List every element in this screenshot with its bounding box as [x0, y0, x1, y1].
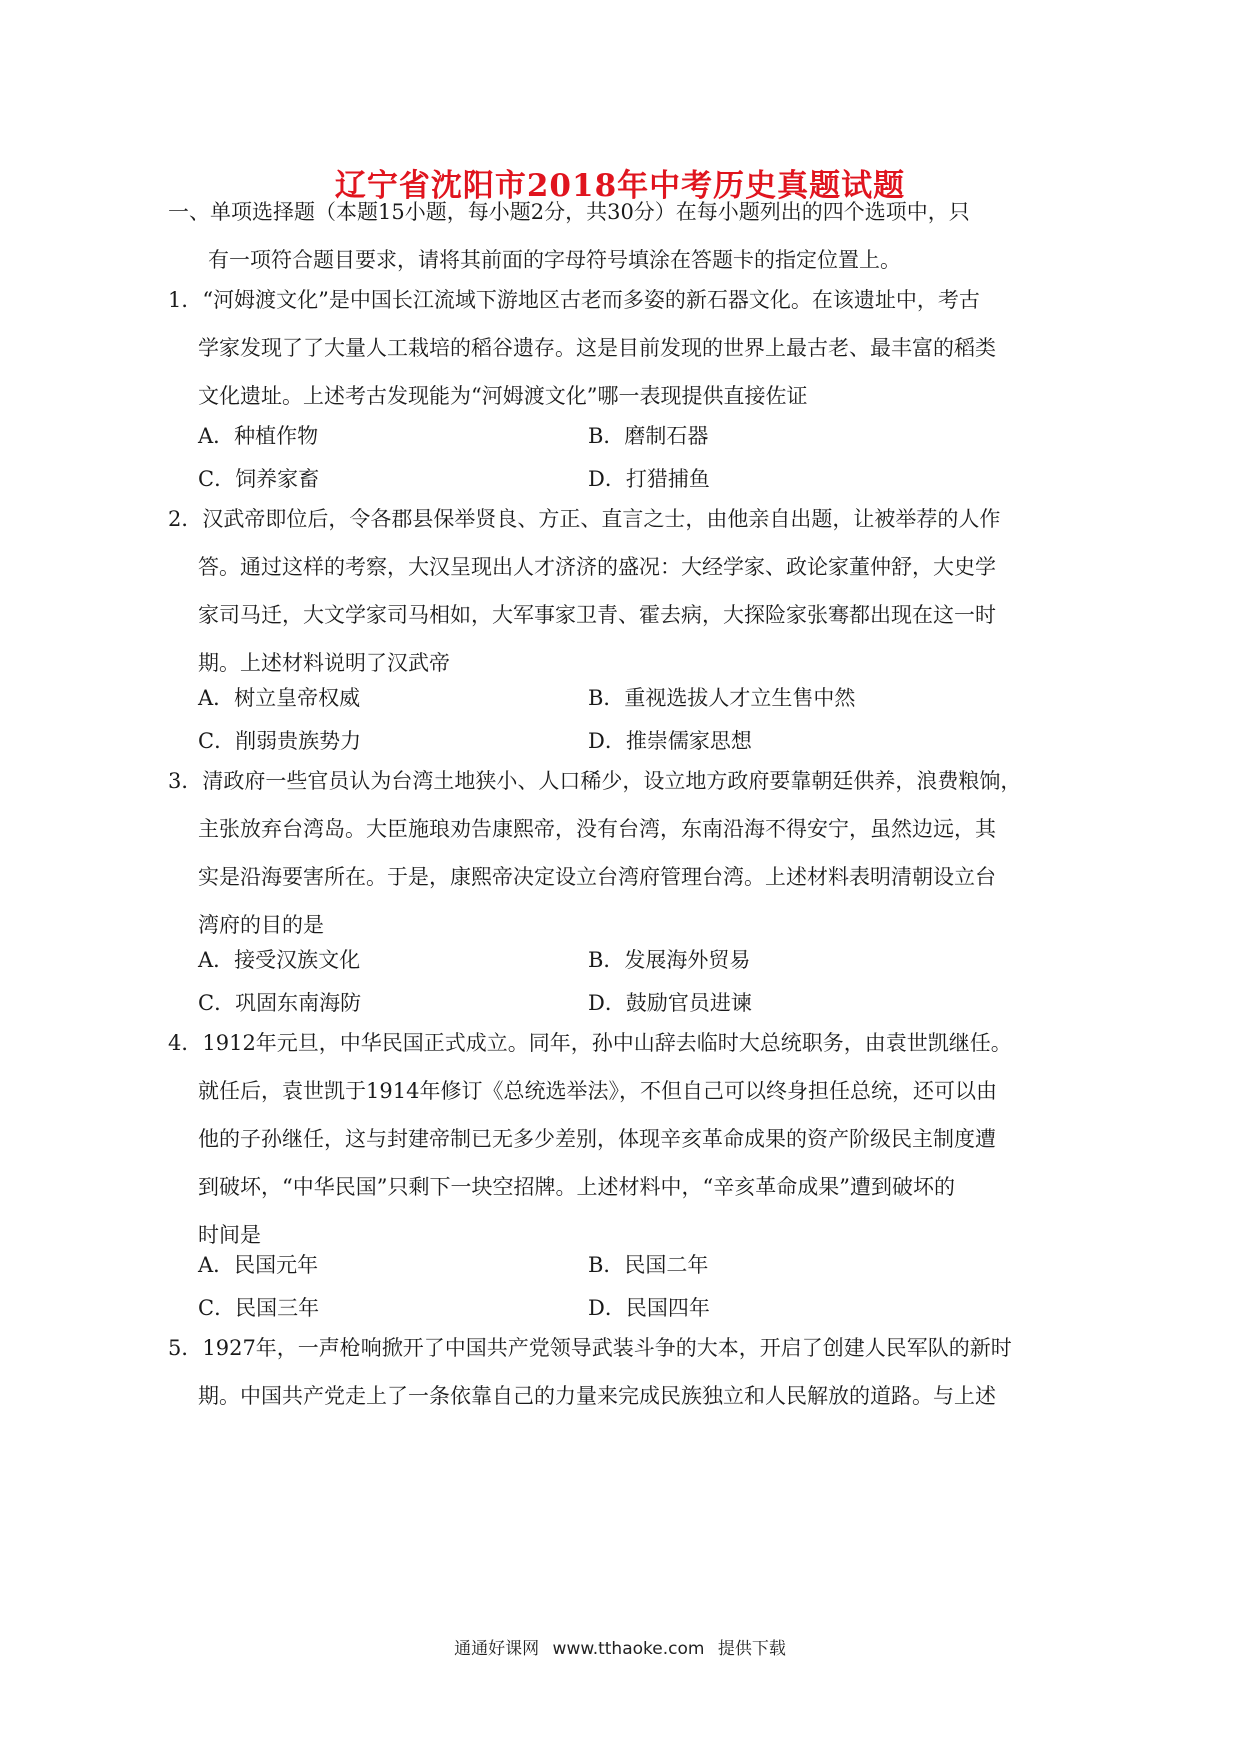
- question-line: 家司马迁，大文学家司马相如，大军事家卫青、霍去病，大探险家张骞都出现在这一时: [198, 603, 996, 627]
- page-footer: [0, 1634, 1240, 1659]
- question-2-stem: [168, 495, 1000, 687]
- footer-site-name: 通通好课网: [454, 1639, 540, 1659]
- question-1-option-a: A．种植作物: [198, 424, 319, 448]
- question-line: 到破坏，“中华民国”只剩下一块空招牌。上述材料中，“辛亥革命成果”遭到破坏的: [198, 1175, 955, 1199]
- footer-url[interactable]: www.tthaoke.com: [552, 1639, 705, 1659]
- question-5-stem: [168, 1324, 1012, 1420]
- question-3-option-a: A．接受汉族文化: [198, 948, 361, 972]
- question-line: 期。上述材料说明了汉武帝: [198, 651, 450, 675]
- question-3-stem: [168, 757, 1021, 949]
- question-4-option-d: D．民国四年: [588, 1296, 710, 1320]
- question-line: 就任后，袁世凯于1914年修订《总统选举法》，不但自己可以终身担任总统，还可以由: [198, 1079, 997, 1103]
- question-line: 2．汉武帝即位后，令各郡县保举贤良、方正、直言之士，由他亲自出题，让被举荐的人作: [168, 507, 1001, 531]
- question-2-option-a: A．树立皇帝权威: [198, 686, 361, 710]
- page-title: 辽宁省沈阳市2018年中考历史真题试题: [334, 168, 906, 204]
- question-4-option-c: C．民国三年: [198, 1296, 320, 1320]
- question-4-stem: [168, 1019, 1012, 1259]
- question-line: 4．1912年元旦，中华民国正式成立。同年，孙中山辞去临时大总统职务，由袁世凯继任。: [168, 1031, 1012, 1055]
- question-1-stem: [168, 276, 996, 420]
- question-3-option-b: B．发展海外贸易: [588, 948, 751, 972]
- question-2-option-b: B．重视选拔人才立生售中然: [588, 686, 856, 710]
- section-line: 有一项符合题目要求，请将其前面的字母符号填涂在答题卡的指定位置上。: [208, 248, 901, 272]
- question-3-option-c: C．巩固东南海防: [198, 991, 362, 1015]
- question-line: 文化遗址。上述考古发现能为“河姆渡文化”哪一表现提供直接佐证: [198, 384, 808, 408]
- question-1-option-b: B．磨制石器: [588, 424, 709, 448]
- section-line: 一、单项选择题（本题15小题，每小题2分，共30分）在每小题列出的四个选项中，只: [168, 200, 970, 224]
- question-4-option-b: B．民国二年: [588, 1253, 709, 1277]
- question-line: 学家发现了了大量人工栽培的稻谷遗存。这是目前发现的世界上最古老、最丰富的稻类: [198, 336, 996, 360]
- question-line: 湾府的目的是: [198, 913, 324, 937]
- question-3-option-d: D．鼓励官员进谏: [588, 991, 752, 1015]
- footer-suffix: 提供下载: [717, 1639, 786, 1659]
- section-instruction: [168, 188, 970, 284]
- question-2-option-c: C．削弱贵族势力: [198, 729, 362, 753]
- question-line: 答。通过这样的考察，大汉呈现出人才济济的盛况：大经学家、政论家董仲舒，大史学: [198, 555, 996, 579]
- question-line: 期。中国共产党走上了一条依靠自己的力量来完成民族独立和人民解放的道路。与上述: [198, 1384, 996, 1408]
- question-line: 时间是: [198, 1223, 261, 1247]
- question-line: 主张放弃台湾岛。大臣施琅劝告康熙帝，没有台湾，东南沿海不得安宁，虽然边远，其: [198, 817, 996, 841]
- question-line: 他的子孙继任，这与封建帝制已无多少差别，体现辛亥革命成果的资产阶级民主制度遭: [198, 1127, 996, 1151]
- question-line: 5．1927年，一声枪响掀开了中国共产党领导武装斗争的大本，开启了创建人民军队的新时: [168, 1336, 1012, 1360]
- question-1-option-d: D．打猎捕鱼: [588, 467, 710, 491]
- question-line: 1．“河姆渡文化”是中国长江流域下游地区古老而多姿的新石器文化。在该遗址中，考古: [168, 288, 980, 312]
- question-4-option-a: A．民国元年: [198, 1253, 319, 1277]
- question-2-option-d: D．推崇儒家思想: [588, 729, 752, 753]
- question-line: 实是沿海要害所在。于是，康熙帝决定设立台湾府管理台湾。上述材料表明清朝设立台: [198, 865, 996, 889]
- question-line: 3．清政府一些官员认为台湾土地狭小、人口稀少，设立地方政府要靠朝廷供养，浪费粮饷，: [168, 769, 1022, 793]
- question-1-option-c: C．饲养家畜: [198, 467, 320, 491]
